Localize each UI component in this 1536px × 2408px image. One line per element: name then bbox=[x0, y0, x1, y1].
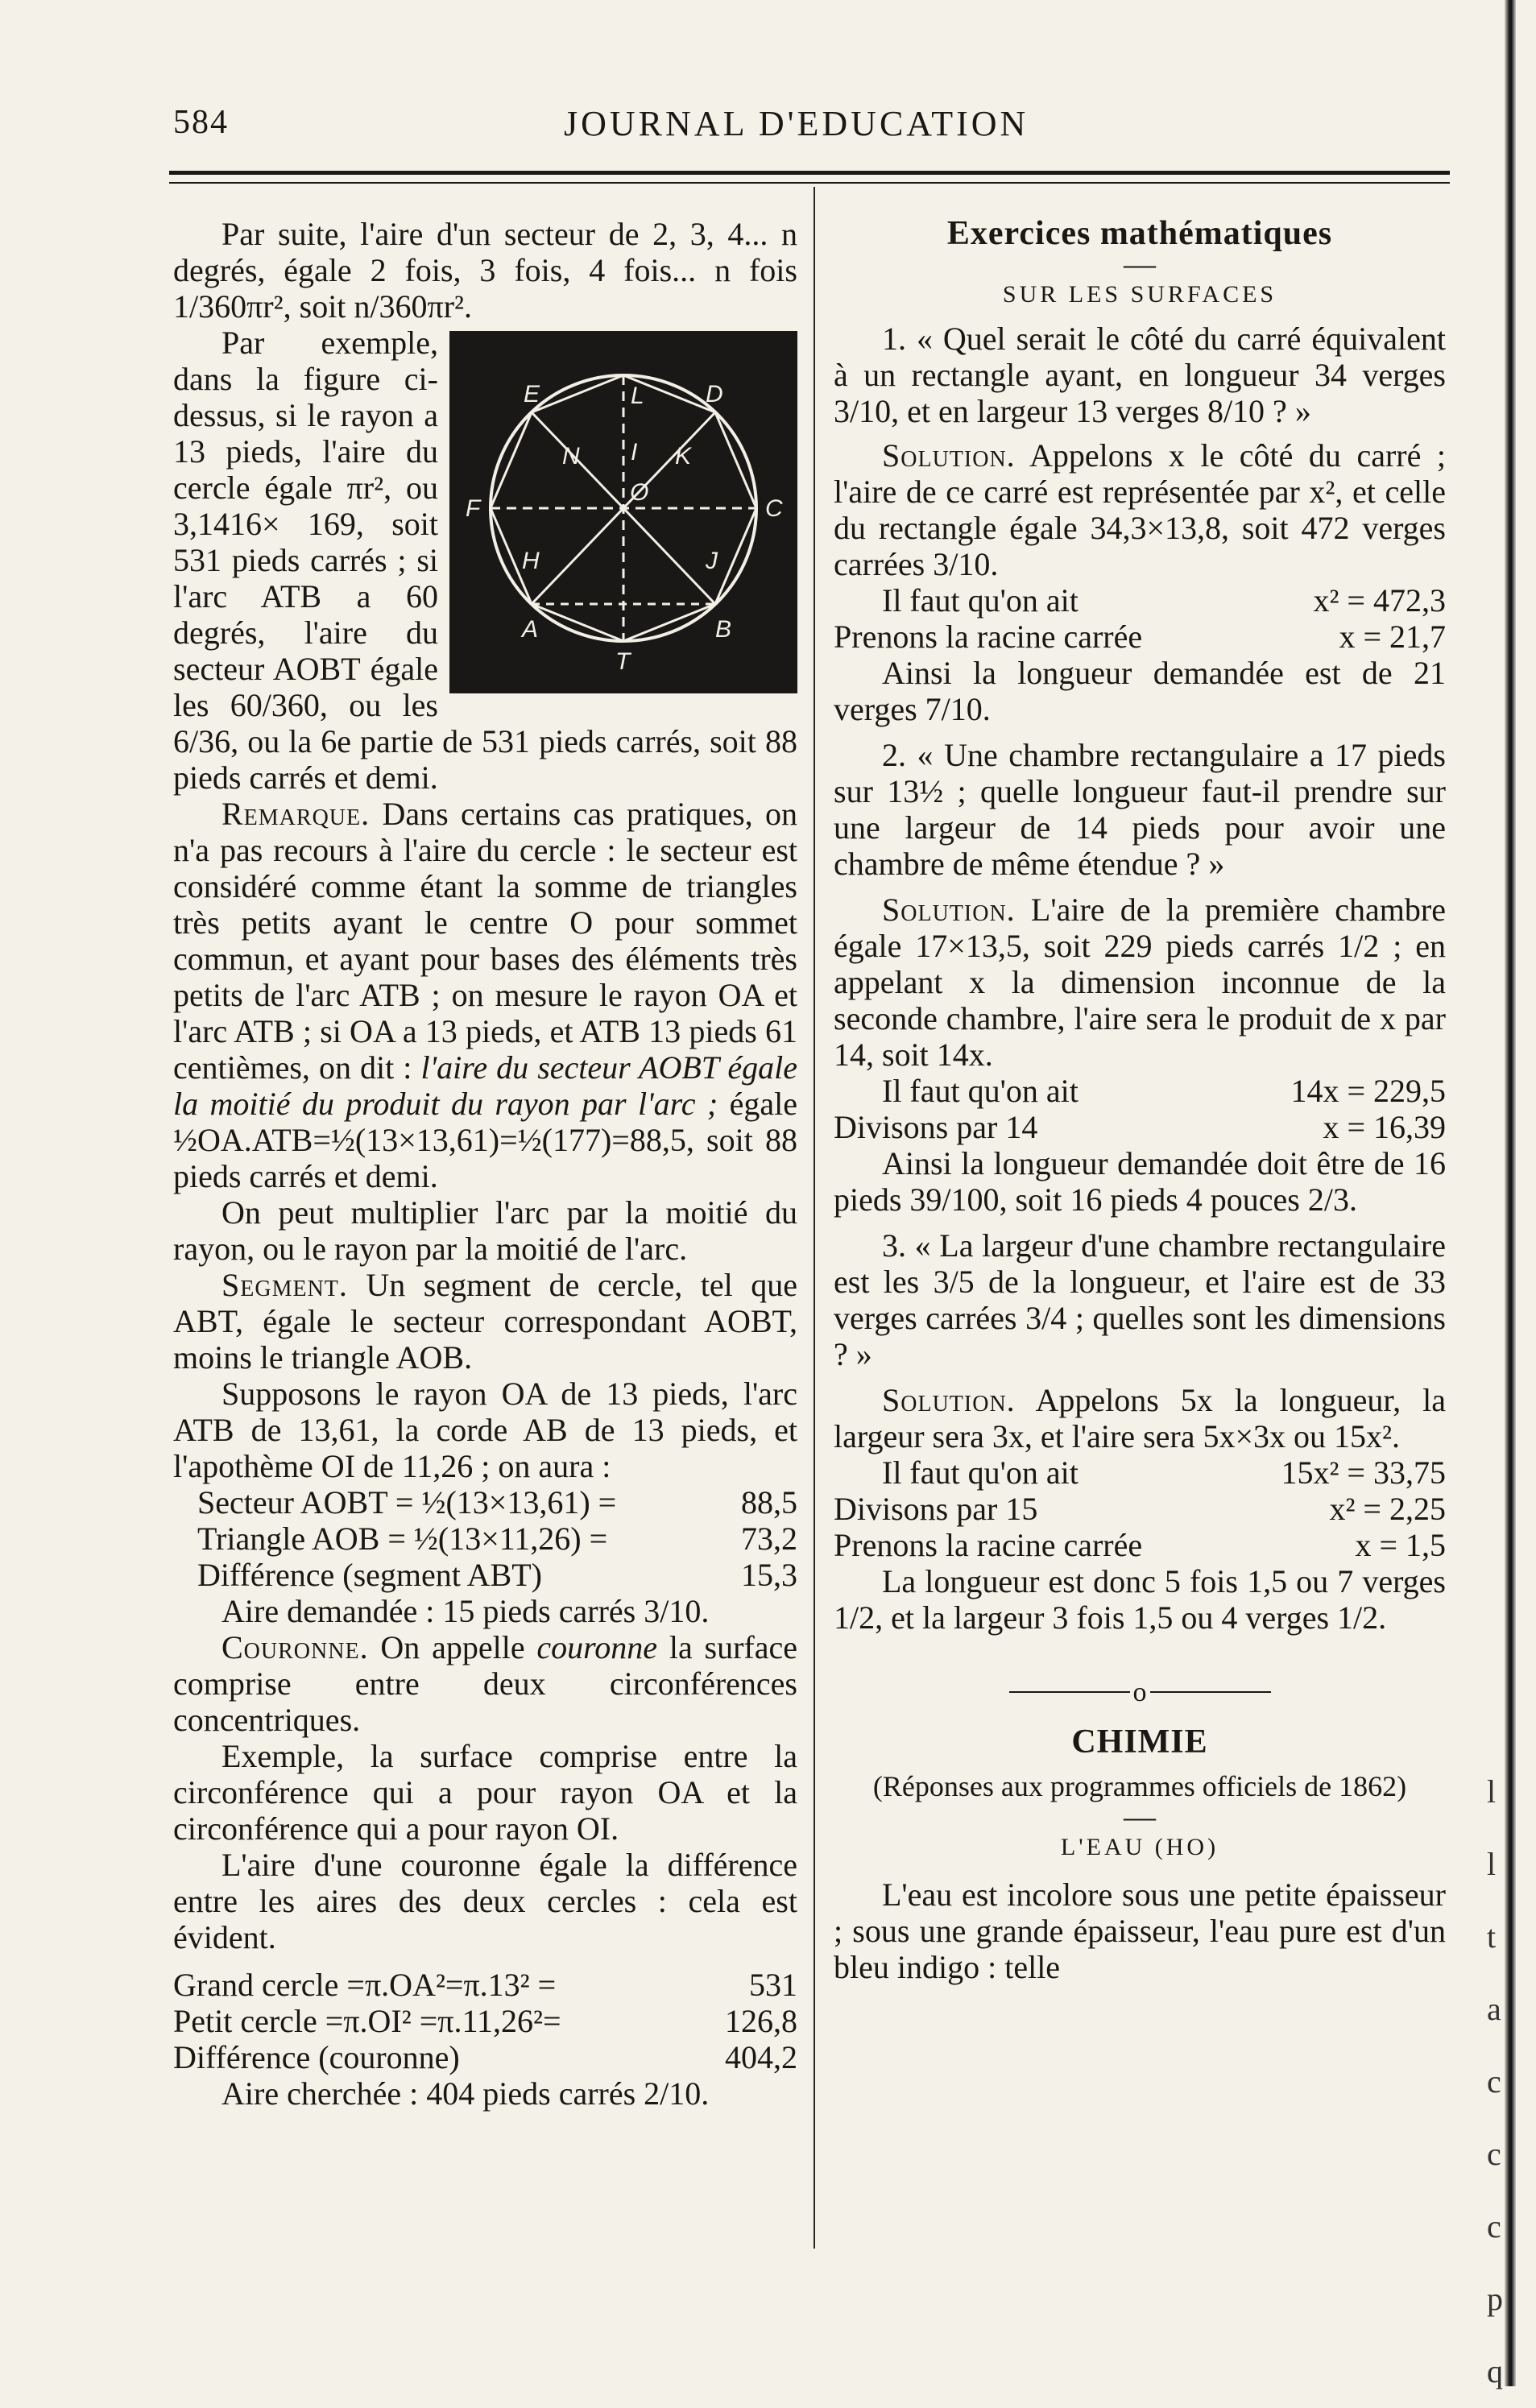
equation-text: Divisons par 14 bbox=[834, 1109, 1038, 1145]
solution-text: L'aire de la première chambre égale 17×13,5, soit 229 pieds carrés 1/2 ; en appelant x la dimension inconnue de la seconde chambre, l'aire sera le produit de x par 14, soit 14x. bbox=[834, 892, 1446, 1073]
solution-1 bbox=[834, 437, 1446, 582]
equation-text: Prenons la racine carrée bbox=[834, 1527, 1143, 1563]
edge-fragment: c bbox=[1487, 2136, 1501, 2172]
next-page-edge-text bbox=[1487, 1756, 1503, 2408]
remarque-label: Remarque. bbox=[221, 796, 371, 832]
fig-label-b: B bbox=[715, 616, 732, 643]
equation-text: Il faut qu'on ait bbox=[882, 1073, 1079, 1109]
column-divider bbox=[814, 187, 815, 2249]
solution-label: Solution. bbox=[882, 1382, 1016, 1418]
calc-value: 126,8 bbox=[725, 2003, 797, 2039]
equation-row bbox=[834, 1109, 1446, 1145]
title-dash: — bbox=[1124, 246, 1156, 282]
separator-ornament: o bbox=[1132, 1677, 1147, 1707]
section-subtitle: SUR LES SURFACES bbox=[1002, 281, 1277, 308]
section-title-exercices: Exercices mathématiques bbox=[946, 215, 1333, 252]
paragraph-example: Par exemple, dans la figure ci-dessus, si le rayon a 13 pieds, l'aire du cercle égale πr², ou 3,1416× 169, soit 531 pieds carrés ; si l'arc ATB a 60 degrés, l'aire du secteur AOBT égale les 60/360, ou les 6/36, ou la 6e partie de 531 pieds carrés, soit 88 pieds carrés et demi. bbox=[173, 325, 797, 796]
separator-line-left bbox=[1009, 1691, 1130, 1693]
calc-row bbox=[173, 1521, 797, 1557]
paragraph-aire-demandee: Aire demandée : 15 pieds carrés 3/10. bbox=[221, 1593, 710, 1629]
paragraph-aire-couronne: L'aire d'une couronne égale la différence entre les aires des deux cercles : cela est évident. bbox=[173, 1847, 797, 1955]
calc-label: Différence (couronne) bbox=[173, 2039, 460, 2075]
equation-row bbox=[834, 619, 1446, 655]
edge-fragment: l bbox=[1487, 1773, 1497, 1810]
paragraph-multiply: On peut multiplier l'arc par la moitié du rayon, ou le rayon par la moitié de l'arc. bbox=[173, 1194, 797, 1267]
remarque-text: Dans certains cas pratiques, on n'a pas recours à l'aire du cercle : le secteur est considéré comme étant la somme de triangles très petits ayant le centre O pour sommet commun, et ayant pour bases des éléments très petits de l'arc ATB ; on mesure le rayon OA et l'arc ATB ; si OA a 13 pieds, et ATB 13 pieds 61 centièmes, on dit : bbox=[173, 796, 797, 1086]
equation-text: Il faut qu'on ait bbox=[882, 1454, 1079, 1491]
equation-text: Il faut qu'on ait bbox=[882, 582, 1079, 619]
solution-label: Solution. bbox=[882, 437, 1016, 474]
edge-fragment: p bbox=[1487, 2281, 1503, 2317]
fig-label-l: L bbox=[631, 383, 644, 409]
binding-edge bbox=[1505, 0, 1516, 2386]
paragraph-aire-cherchee: Aire cherchée : 404 pieds carrés 2/10. bbox=[221, 2075, 710, 2112]
chimie-subtitle: (Réponses aux programmes officiels de 1862) bbox=[872, 1770, 1407, 1802]
paragraph-segment bbox=[173, 1267, 797, 1376]
fig-label-d: D bbox=[706, 381, 723, 408]
running-title: JOURNAL D'EDUCATION bbox=[564, 104, 1029, 143]
calc-value: 531 bbox=[749, 1967, 797, 2003]
paragraph-exemple: Exemple, la surface comprise entre la circonférence qui a pour rayon OA et la circonférence qui a pour rayon OI. bbox=[173, 1738, 797, 1847]
couronne-italic: couronne bbox=[536, 1629, 658, 1665]
calc-row bbox=[173, 1484, 797, 1521]
couronne-text: On appelle bbox=[368, 1629, 537, 1665]
edge-fragment: q bbox=[1487, 2353, 1503, 2389]
equation-value: x = 1,5 bbox=[1355, 1527, 1446, 1563]
page-number: 584 bbox=[173, 104, 229, 141]
solution-text: Appelons 5x la longueur, la largeur sera 3x, et l'aire sera 5x×3x ou 15x². bbox=[834, 1382, 1446, 1454]
separator-line-right bbox=[1150, 1691, 1271, 1693]
edge-fragment: a bbox=[1487, 1991, 1501, 2027]
remarque-italic: l'aire du secteur AOBT égale la moitié du produit du rayon par l'arc ; bbox=[173, 1049, 797, 1122]
calc-label: Triangle AOB = ½(13×11,26) = bbox=[197, 1521, 608, 1557]
paragraph-suppose: Supposons le rayon OA de 13 pieds, l'arc ATB de 13,61, la corde AB de 13 pieds, et l'apothème OI de 11,26 ; on aura : bbox=[173, 1376, 797, 1484]
equation-row bbox=[834, 1491, 1446, 1527]
solution-label: Solution. bbox=[882, 892, 1016, 928]
equation-value: 15x² = 33,75 bbox=[1281, 1454, 1446, 1491]
paragraph-remarque bbox=[173, 796, 797, 1194]
circle-diagram bbox=[449, 331, 797, 693]
couronne-text-end: la surface comprise entre deux circonférences concentriques. bbox=[173, 1629, 798, 1738]
calc-row bbox=[173, 2039, 797, 2075]
header-rule-thin bbox=[169, 182, 1450, 184]
fig-label-n: N bbox=[562, 443, 580, 470]
equation-value: x = 21,7 bbox=[1339, 619, 1446, 655]
left-column bbox=[173, 216, 797, 2112]
edge-fragment: t bbox=[1487, 1918, 1497, 1955]
eau-title: L'EAU (HO) bbox=[1060, 1834, 1219, 1860]
fig-label-h: H bbox=[522, 548, 540, 574]
fig-label-c: C bbox=[765, 495, 783, 522]
paragraph-sector-degrees: Par suite, l'aire d'un secteur de 2, 3, 4... n degrés, égale 2 fois, 3 fois, 4 fois... n fois 1/360πr², soit n/360πr². bbox=[173, 216, 797, 325]
fig-label-t: T bbox=[615, 648, 631, 675]
circle-figure bbox=[449, 331, 797, 693]
calc-label: Différence (segment ABT) bbox=[197, 1557, 542, 1593]
conclusion-3: La longueur est donc 5 fois 1,5 ou 7 verges 1/2, et la largeur 3 fois 1,5 ou 4 verges 1/2. bbox=[834, 1563, 1446, 1636]
fig-label-k: K bbox=[675, 443, 692, 470]
paragraph-eau: L'eau est incolore sous une petite épaisseur ; sous une grande épaisseur, l'eau pure est d'un bleu indigo : telle bbox=[834, 1876, 1446, 1985]
equation-text: Divisons par 15 bbox=[834, 1491, 1038, 1527]
edge-fragment: c bbox=[1487, 2063, 1501, 2100]
equation-value: x² = 472,3 bbox=[1313, 582, 1446, 619]
fig-label-e: E bbox=[524, 381, 540, 408]
edge-fragment: c bbox=[1487, 2208, 1501, 2245]
fig-label-j: J bbox=[706, 548, 718, 574]
right-column bbox=[834, 216, 1446, 1985]
segment-label: Segment. bbox=[221, 1267, 348, 1303]
equation-value: x² = 2,25 bbox=[1329, 1491, 1446, 1527]
calc-label: Petit cercle =π.OI² =π.11,26²= bbox=[173, 2003, 561, 2039]
equation-row bbox=[834, 1527, 1446, 1563]
calc-row bbox=[173, 1967, 797, 2003]
solution-3 bbox=[834, 1382, 1446, 1454]
fig-label-f: F bbox=[466, 495, 481, 522]
equation-row bbox=[834, 582, 1446, 619]
calc-value: 73,2 bbox=[741, 1521, 797, 1557]
conclusion-2: Ainsi la longueur demandée doit être de 16 pieds 39/100, soit 16 pieds 4 pouces 2/3. bbox=[834, 1145, 1446, 1218]
section-separator bbox=[834, 1660, 1446, 1724]
paragraph-couronne bbox=[173, 1629, 797, 1738]
calc-value: 88,5 bbox=[741, 1484, 797, 1521]
edge-fragment: l bbox=[1487, 1846, 1497, 1882]
fig-label-a: A bbox=[522, 616, 539, 643]
section-title-chimie: CHIMIE bbox=[1071, 1723, 1208, 1760]
segment-text: Un segment de cercle, tel que ABT, égale le secteur correspondant AOBT, moins le triangle AOB. bbox=[173, 1267, 797, 1376]
calc-row bbox=[173, 2003, 797, 2039]
solution-text: Appelons x le côté du carré ; l'aire de ce carré est représentée par x², et celle du rectangle égale 34,3×13,8, soit 472 verges carrées 3/10. bbox=[834, 437, 1446, 582]
exercise-2: 2. « Une chambre rectangulaire a 17 pieds sur 13½ ; quelle longueur faut-il prendre sur une largeur de 14 pieds pour avoir une chambre de même étendue ? » bbox=[834, 737, 1446, 882]
equation-text: Prenons la racine carrée bbox=[834, 619, 1143, 655]
exercise-1: 1. « Quel serait le côté du carré équivalent à un rectangle ayant, en longueur 34 verges 3/10, et en largeur 13 verges 8/10 ? » bbox=[834, 321, 1446, 429]
equation-row bbox=[834, 1073, 1446, 1109]
fig-label-i: I bbox=[631, 439, 638, 465]
solution-2 bbox=[834, 892, 1446, 1073]
conclusion-1: Ainsi la longueur demandée est de 21 verges 7/10. bbox=[834, 655, 1446, 727]
exercise-3: 3. « La largeur d'une chambre rectangulaire est les 3/5 de la longueur, et l'aire est de 33 verges carrées 3/4 ; quelles sont les dimensions ? » bbox=[834, 1227, 1446, 1372]
calc-label: Secteur AOBT = ½(13×13,61) = bbox=[197, 1484, 617, 1521]
fig-label-o: O bbox=[630, 479, 649, 506]
equation-row bbox=[834, 1454, 1446, 1491]
calc-value: 404,2 bbox=[725, 2039, 797, 2075]
equation-value: 14x = 229,5 bbox=[1290, 1073, 1446, 1109]
equation-value: x = 16,39 bbox=[1323, 1109, 1446, 1145]
calc-label: Grand cercle =π.OA²=π.13² = bbox=[173, 1967, 557, 2003]
header-rule-thick bbox=[169, 171, 1450, 175]
calc-value: 15,3 bbox=[741, 1557, 797, 1593]
couronne-label: Couronne. bbox=[221, 1629, 369, 1665]
calc-row bbox=[173, 1557, 797, 1593]
chimie-dash: — bbox=[1124, 1798, 1156, 1835]
remarque-end: égale ½OA.ATB=½(13×13,61)=½(177)=88,5, soit 88 pieds carrés et demi. bbox=[173, 1086, 797, 1194]
